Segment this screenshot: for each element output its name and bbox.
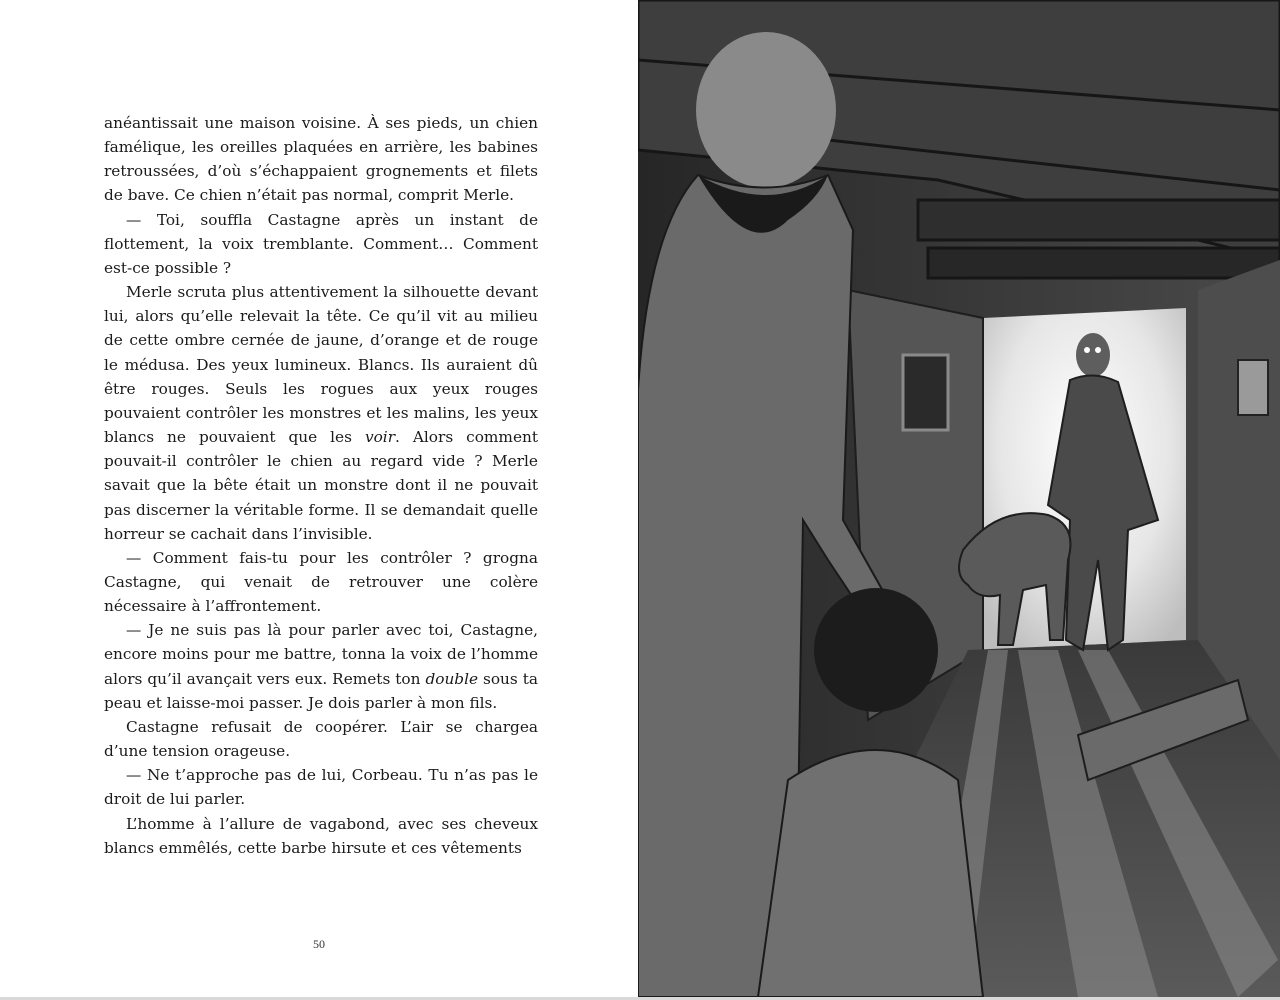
paragraph-text: — Je ne suis pas là pour parler avec toi, Castagne, encore moins pour me battre, tonna la voix de l’homme alors qu’il avançait vers eux. Remets ton bbox=[104, 621, 538, 688]
paragraph: — Toi, souffla Castagne après un instant de flottement, la voix tremblante. Comment… Comment est-ce possible ? bbox=[104, 210, 538, 277]
page-number: 50 bbox=[313, 937, 325, 951]
paragraph bbox=[104, 280, 538, 546]
paragraph: anéantissait une maison voisine. À ses pieds, un chien famélique, les oreilles plaquées en arrière, les babines retroussées, d’où s’échappaient grognements et filets de bave. Ce chien n’était pas normal, comprit Merle. bbox=[104, 114, 538, 205]
body-text bbox=[104, 111, 538, 860]
paragraph-text: . Alors comment pouvait-il contrôler le chien au regard vide ? Merle savait que la bête était un monstre dont il ne pouvait pas discerner la véritable forme. Il se demandait quelle horreur se cachait dans l’invisible. bbox=[104, 428, 538, 543]
paragraph-text: sous ta peau et laisse-moi passer. Je dois parler à mon fils. bbox=[104, 669, 538, 712]
text-page bbox=[0, 0, 638, 1000]
paragraph bbox=[104, 618, 538, 715]
paragraph: — Ne t’approche pas de lui, Corbeau. Tu n’as pas le droit de lui parler. bbox=[104, 766, 538, 809]
paragraph: L’homme à l’allure de vagabond, avec ses cheveux blancs emmêlés, cette barbe hirsute et ces vêtements bbox=[104, 814, 538, 857]
paragraph-text: Merle scruta plus attentivement la silhouette devant lui, alors qu’elle relevait la tête. Ce qu’il vit au milieu de cette ombre cernée de jaune, d’orange et de rouge le médusa. Des yeux lumineux. Blancs. Ils auraient dû être rouges. Seuls les rogues aux yeux rouges pouvaient contrôler les monstres et les malins, les yeux blancs ne pouvaient que les bbox=[104, 283, 538, 447]
illustration-page bbox=[638, 0, 1280, 997]
wall-frame bbox=[1238, 360, 1268, 415]
door-window bbox=[903, 355, 948, 430]
illustration bbox=[638, 0, 1280, 997]
paragraph: — Comment fais-tu pour les contrôler ? grogna Castagne, qui venait de retrouver une colère nécessaire à l’affrontement. bbox=[104, 548, 538, 616]
paragraph: Castagne refusait de coopérer. L’air se chargea d’une tension orageuse. bbox=[104, 717, 538, 761]
italic-word: voir bbox=[364, 428, 396, 447]
italic-word: double bbox=[425, 669, 479, 688]
